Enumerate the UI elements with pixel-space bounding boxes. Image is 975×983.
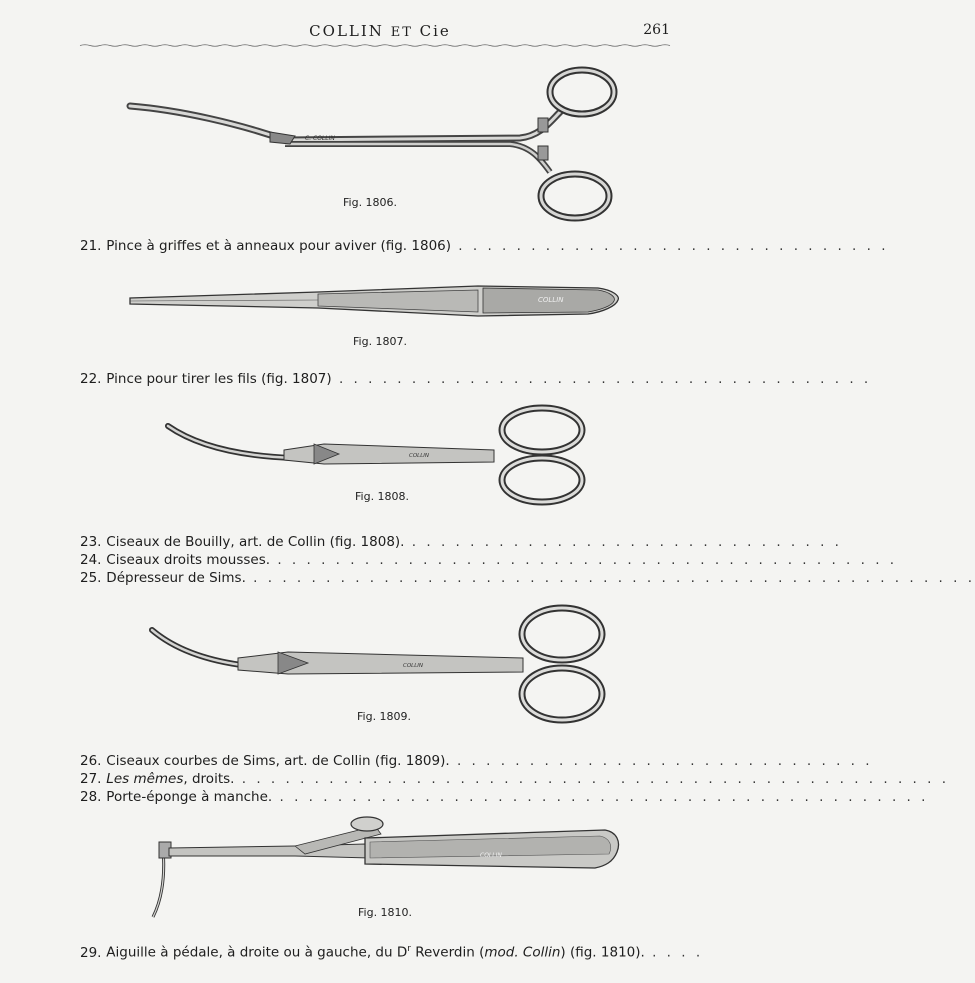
list-item-28: 28. Porte-éponge à manche. . . . . . . . . . . . . . . . . . . . . . . . . . . . . . . . . . . . . . . . . . . . . .	[80, 789, 929, 805]
engraving-1809: COLLIN	[403, 663, 424, 669]
figure-caption-1808: Fig. 1808.	[355, 490, 410, 503]
list-item-29: 29. Aiguille à pédale, à droite ou à gauche, du $D^r$ Reverdin (mod. Collin) (fig. 1810). . . . .	[80, 944, 704, 961]
list-item-27: 27. Les mêmes, droits. . . . . . . . . . . . . . . . . . . . . . . . . . . . . . . . . . . . . . . . . . . . . . . . . .	[80, 771, 949, 787]
figure-caption-1810: Fig. 1810.	[358, 906, 413, 919]
list-item-25: 25. Dépresseur de Sims. . . . . . . . . . . . . . . . . . . . . . . . . . . . . . . . . . . . . . . . . . . . . . . . . . .	[80, 570, 975, 586]
figure-caption-1807: Fig. 1807.	[353, 335, 408, 348]
header-co: Cie	[419, 22, 451, 40]
header-et: ET	[390, 25, 413, 40]
page-number: 261	[643, 22, 670, 38]
list-item-21: 21. Pince à griffes et à anneaux pour aviver (fig. 1806) . . . . . . . . . . . . . . . . . . . . . . . . . . . . . .	[80, 238, 889, 254]
list-item-26: 26. Ciseaux courbes de Sims, art. de Collin (fig. 1809). . . . . . . . . . . . . . . . . . . . . . . . . . . . . .	[80, 753, 873, 769]
engraving-1808: COLLIN	[409, 453, 430, 459]
curved-scissors-large-icon	[148, 602, 610, 726]
figure-caption-1806: Fig. 1806.	[343, 196, 398, 209]
header-collin: COLLIN	[309, 22, 384, 40]
list-item-22: 22. Pince pour tirer les fils (fig. 1807) . . . . . . . . . . . . . . . . . . . . . . . . . . . . . . . . . . . . .	[80, 371, 872, 387]
engraving-1806: C. COLLIN	[305, 135, 335, 142]
figure-caption-1809: Fig. 1809.	[357, 710, 412, 723]
engraving-1810: COLLIN	[480, 852, 502, 859]
list-item-24: 24. Ciseaux droits mousses. . . . . . . . . . . . . . . . . . . . . . . . . . . . . . . . . . . . . . . . . . . .	[80, 552, 898, 568]
header-rule	[80, 44, 670, 47]
thread-forceps-icon	[128, 280, 623, 322]
engraving-1807: COLLIN	[538, 296, 564, 304]
list-item-23: 23. Ciseaux de Bouilly, art. de Collin (fig. 1808). . . . . . . . . . . . . . . . . . . . . . . . . . . . . . .	[80, 534, 842, 550]
